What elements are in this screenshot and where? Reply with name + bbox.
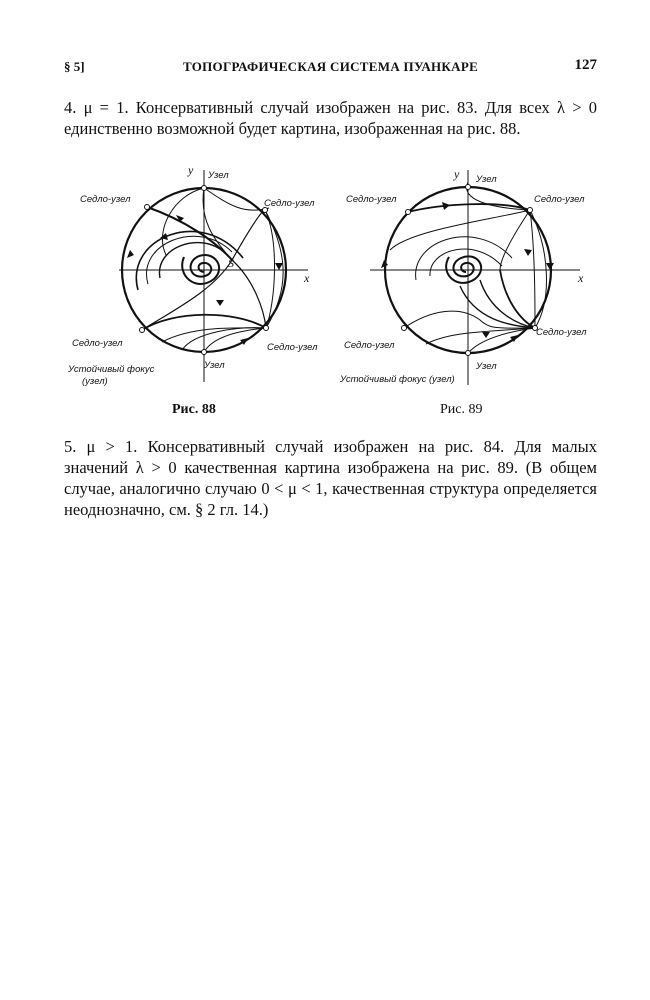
x-axis-label: x: [304, 271, 310, 285]
label-saddle-node: Седло-узел: [264, 198, 315, 209]
saddle-node-point: [528, 208, 533, 213]
figure-89-caption: Рис. 89: [440, 402, 483, 417]
page-number: 127: [574, 57, 597, 73]
node-point: [466, 185, 471, 190]
label-saddle-s: S: [228, 256, 234, 270]
label-node: Узел: [476, 361, 497, 372]
label-saddle-node: Седло-узел: [346, 194, 397, 205]
paragraph-case-5: 5. μ > 1. Консервативный случай изображен на рис. 84. Для малых значений λ > 0 качественная картина изображена на рис. 89. (В общем случае, аналогично случаю 0 < μ < 1, качественная структура определяется неоднозначно, см. § 2 гл. 14.): [64, 437, 597, 519]
paragraph-case-4: 4. μ = 1. Консервативный случай изображен на рис. 83. Для всех λ > 0 единственно возможной будет картина, изображенная на рис. 88.: [64, 98, 597, 138]
label-node: Узел: [204, 360, 225, 371]
figure-88: [64, 160, 332, 408]
x-axis-label: x: [578, 271, 584, 285]
saddle-node-point: [264, 326, 269, 331]
label-saddle-node: Седло-узел: [344, 340, 395, 351]
node-point: [466, 351, 471, 356]
saddle-node-point: [402, 326, 407, 331]
phase-portrait-88: [64, 160, 332, 408]
label-stable-focus: Устойчивый фокус: [68, 364, 155, 375]
label-saddle-node: Седло-узел: [536, 327, 587, 338]
label-saddle-node: Седло-узел: [267, 342, 318, 353]
section-ref: § 5]: [64, 59, 85, 74]
label-stable-focus-node: (узел): [82, 376, 108, 387]
saddle-node-point: [145, 205, 150, 210]
node-point: [202, 350, 207, 355]
label-saddle-node: Седло-узел: [534, 194, 585, 205]
y-axis-label: y: [188, 163, 194, 177]
label-saddle-node: Седло-узел: [72, 338, 123, 349]
label-node: Узел: [208, 170, 229, 181]
label-node: Узел: [476, 174, 497, 185]
label-saddle-node: Седло-узел: [80, 194, 131, 205]
y-axis-label: y: [454, 167, 460, 181]
page-header: [64, 57, 597, 77]
figure-88-caption: Рис. 88: [172, 402, 216, 417]
node-point: [202, 186, 207, 191]
running-title: ТОПОГРАФИЧЕСКАЯ СИСТЕМА ПУАНКАРЕ: [182, 59, 479, 74]
saddle-node-point: [406, 210, 411, 215]
saddle-node-point: [140, 328, 145, 333]
figure-89: [330, 160, 600, 408]
phase-portrait-89: [330, 160, 600, 408]
label-stable-focus: Устойчивый фокус (узел): [340, 374, 455, 385]
